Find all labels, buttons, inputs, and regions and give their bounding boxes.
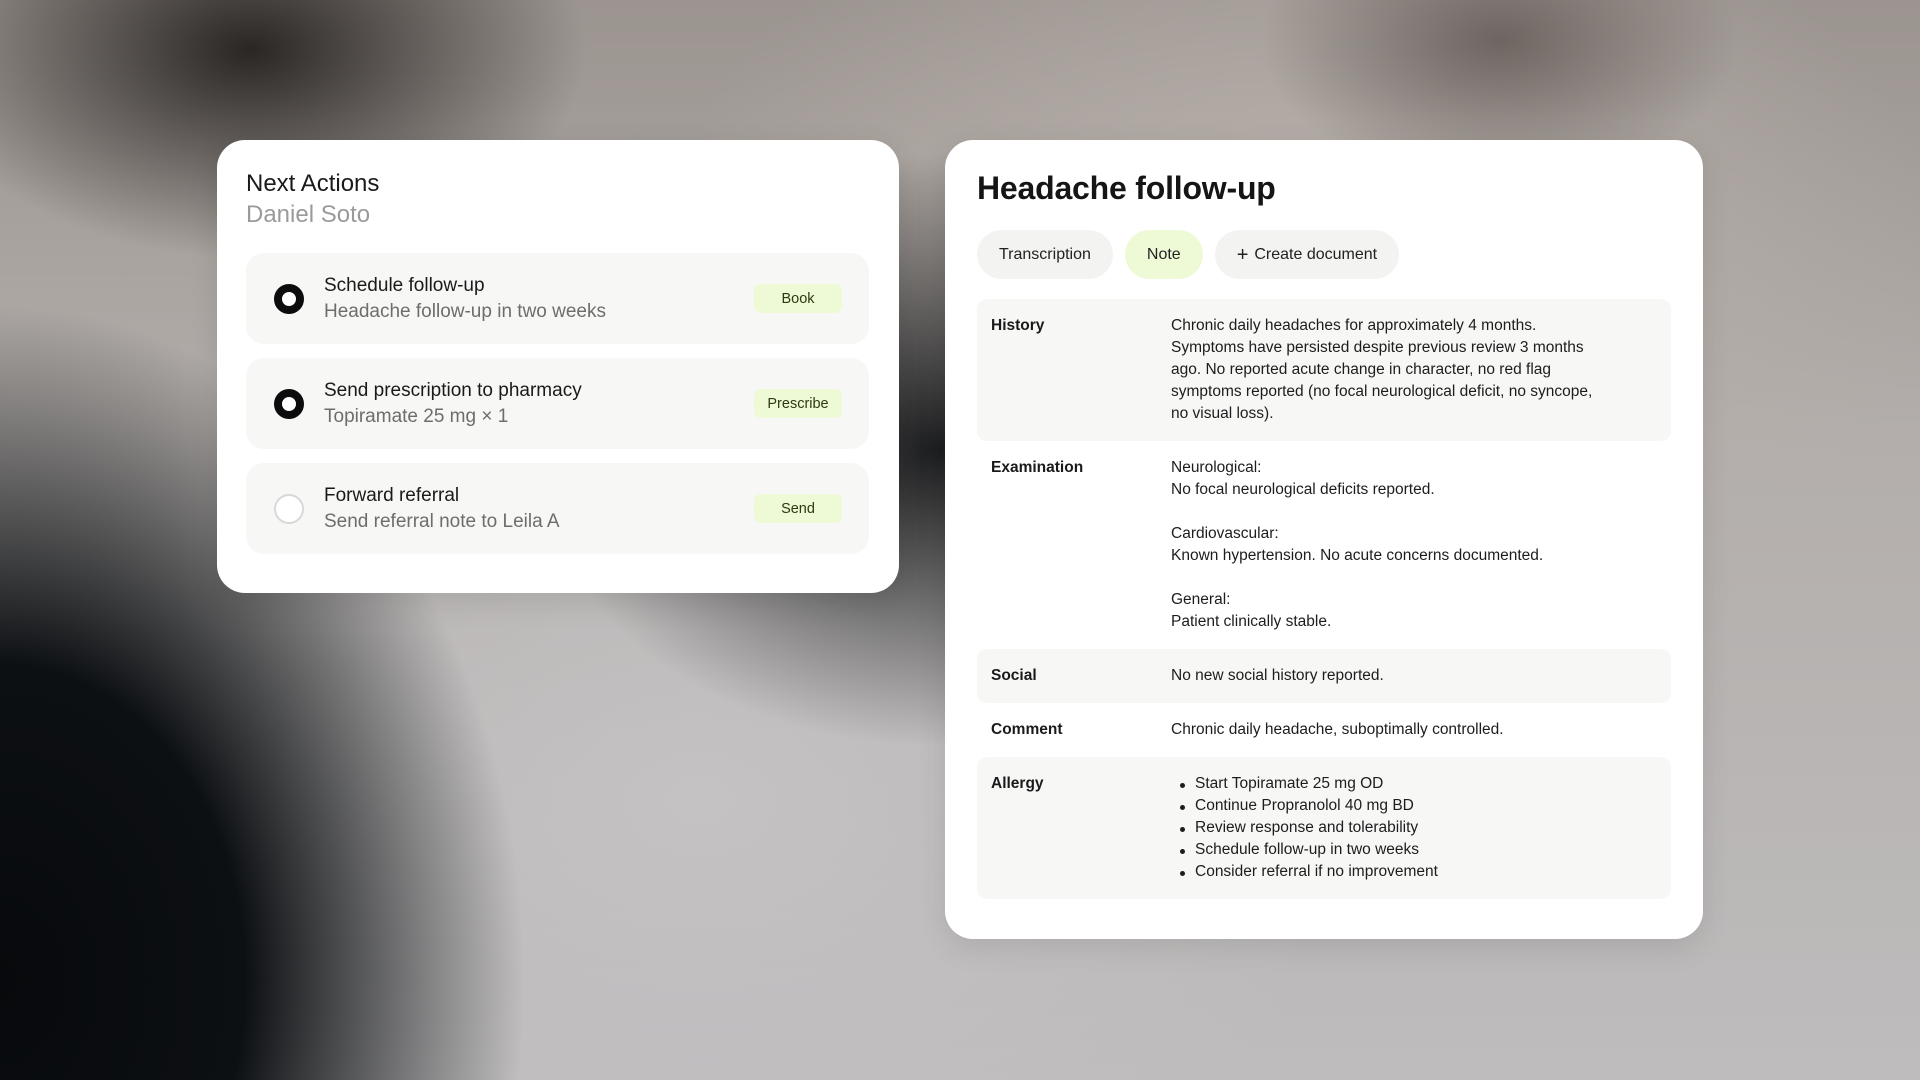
note-card (945, 140, 1703, 939)
action-item-forward-referral (246, 463, 869, 554)
section-label: Comment (991, 721, 1063, 738)
exam-general: General: Patient clinically stable. (1171, 591, 1332, 630)
radio-checked-icon[interactable] (274, 389, 304, 419)
tab-transcription[interactable]: Transcription (977, 230, 1113, 279)
create-document-label: Create document (1254, 245, 1378, 263)
list-item: Continue Propranolol 40 mg BD (1171, 795, 1657, 817)
allergy-list (1171, 773, 1657, 883)
section-text: No new social history reported. (1171, 667, 1384, 684)
next-actions-title: Next Actions (246, 170, 380, 197)
section-label: Social (991, 667, 1037, 684)
section-comment (977, 703, 1671, 757)
action-subtitle: Headache follow-up in two weeks (324, 300, 606, 322)
list-item: Consider referral if no improvement (1171, 861, 1657, 883)
action-subtitle: Send referral note to Leila A (324, 510, 560, 532)
action-title: Forward referral (324, 484, 460, 506)
list-item: Review response and tolerability (1171, 817, 1657, 839)
section-label: Examination (991, 459, 1084, 476)
action-item-send-prescription (246, 358, 869, 449)
send-button[interactable]: Send (754, 494, 842, 523)
create-document-button[interactable] (1215, 230, 1399, 279)
prescribe-button[interactable]: Prescribe (754, 389, 842, 418)
section-examination (977, 441, 1671, 649)
section-history (977, 299, 1671, 441)
list-item: Schedule follow-up in two weeks (1171, 839, 1657, 861)
action-subtitle: Topiramate 25 mg × 1 (324, 405, 509, 427)
book-button[interactable]: Book (754, 284, 842, 313)
exam-cardiovascular: Cardiovascular: Known hypertension. No acute concerns documented. (1171, 525, 1544, 564)
plus-icon: + (1236, 243, 1249, 266)
note-tabs (977, 230, 1671, 279)
list-item: Start Topiramate 25 mg OD (1171, 773, 1657, 795)
note-title: Headache follow-up (977, 170, 1276, 206)
next-actions-card (217, 140, 899, 593)
action-item-schedule-follow-up (246, 253, 869, 344)
section-text: Chronic daily headaches for approximately 4 months. Symptoms have persisted despite previous review 3 months ago. No reported acute change in character, no red flag symptoms reported (no focal neurological deficit, no syncope, no visual loss). (1171, 317, 1593, 422)
action-title: Send prescription to pharmacy (324, 379, 582, 401)
exam-neurological: Neurological: No focal neurological deficits reported. (1171, 459, 1435, 498)
section-social (977, 649, 1671, 703)
section-label: Allergy (991, 775, 1044, 792)
section-label: History (991, 317, 1045, 334)
section-allergy (977, 757, 1671, 899)
tab-note[interactable]: Note (1125, 230, 1203, 279)
section-text: Chronic daily headache, suboptimally controlled. (1171, 721, 1504, 738)
patient-name: Daniel Soto (246, 201, 371, 228)
action-title: Schedule follow-up (324, 274, 485, 296)
radio-checked-icon[interactable] (274, 284, 304, 314)
radio-unchecked-icon[interactable] (274, 494, 304, 524)
